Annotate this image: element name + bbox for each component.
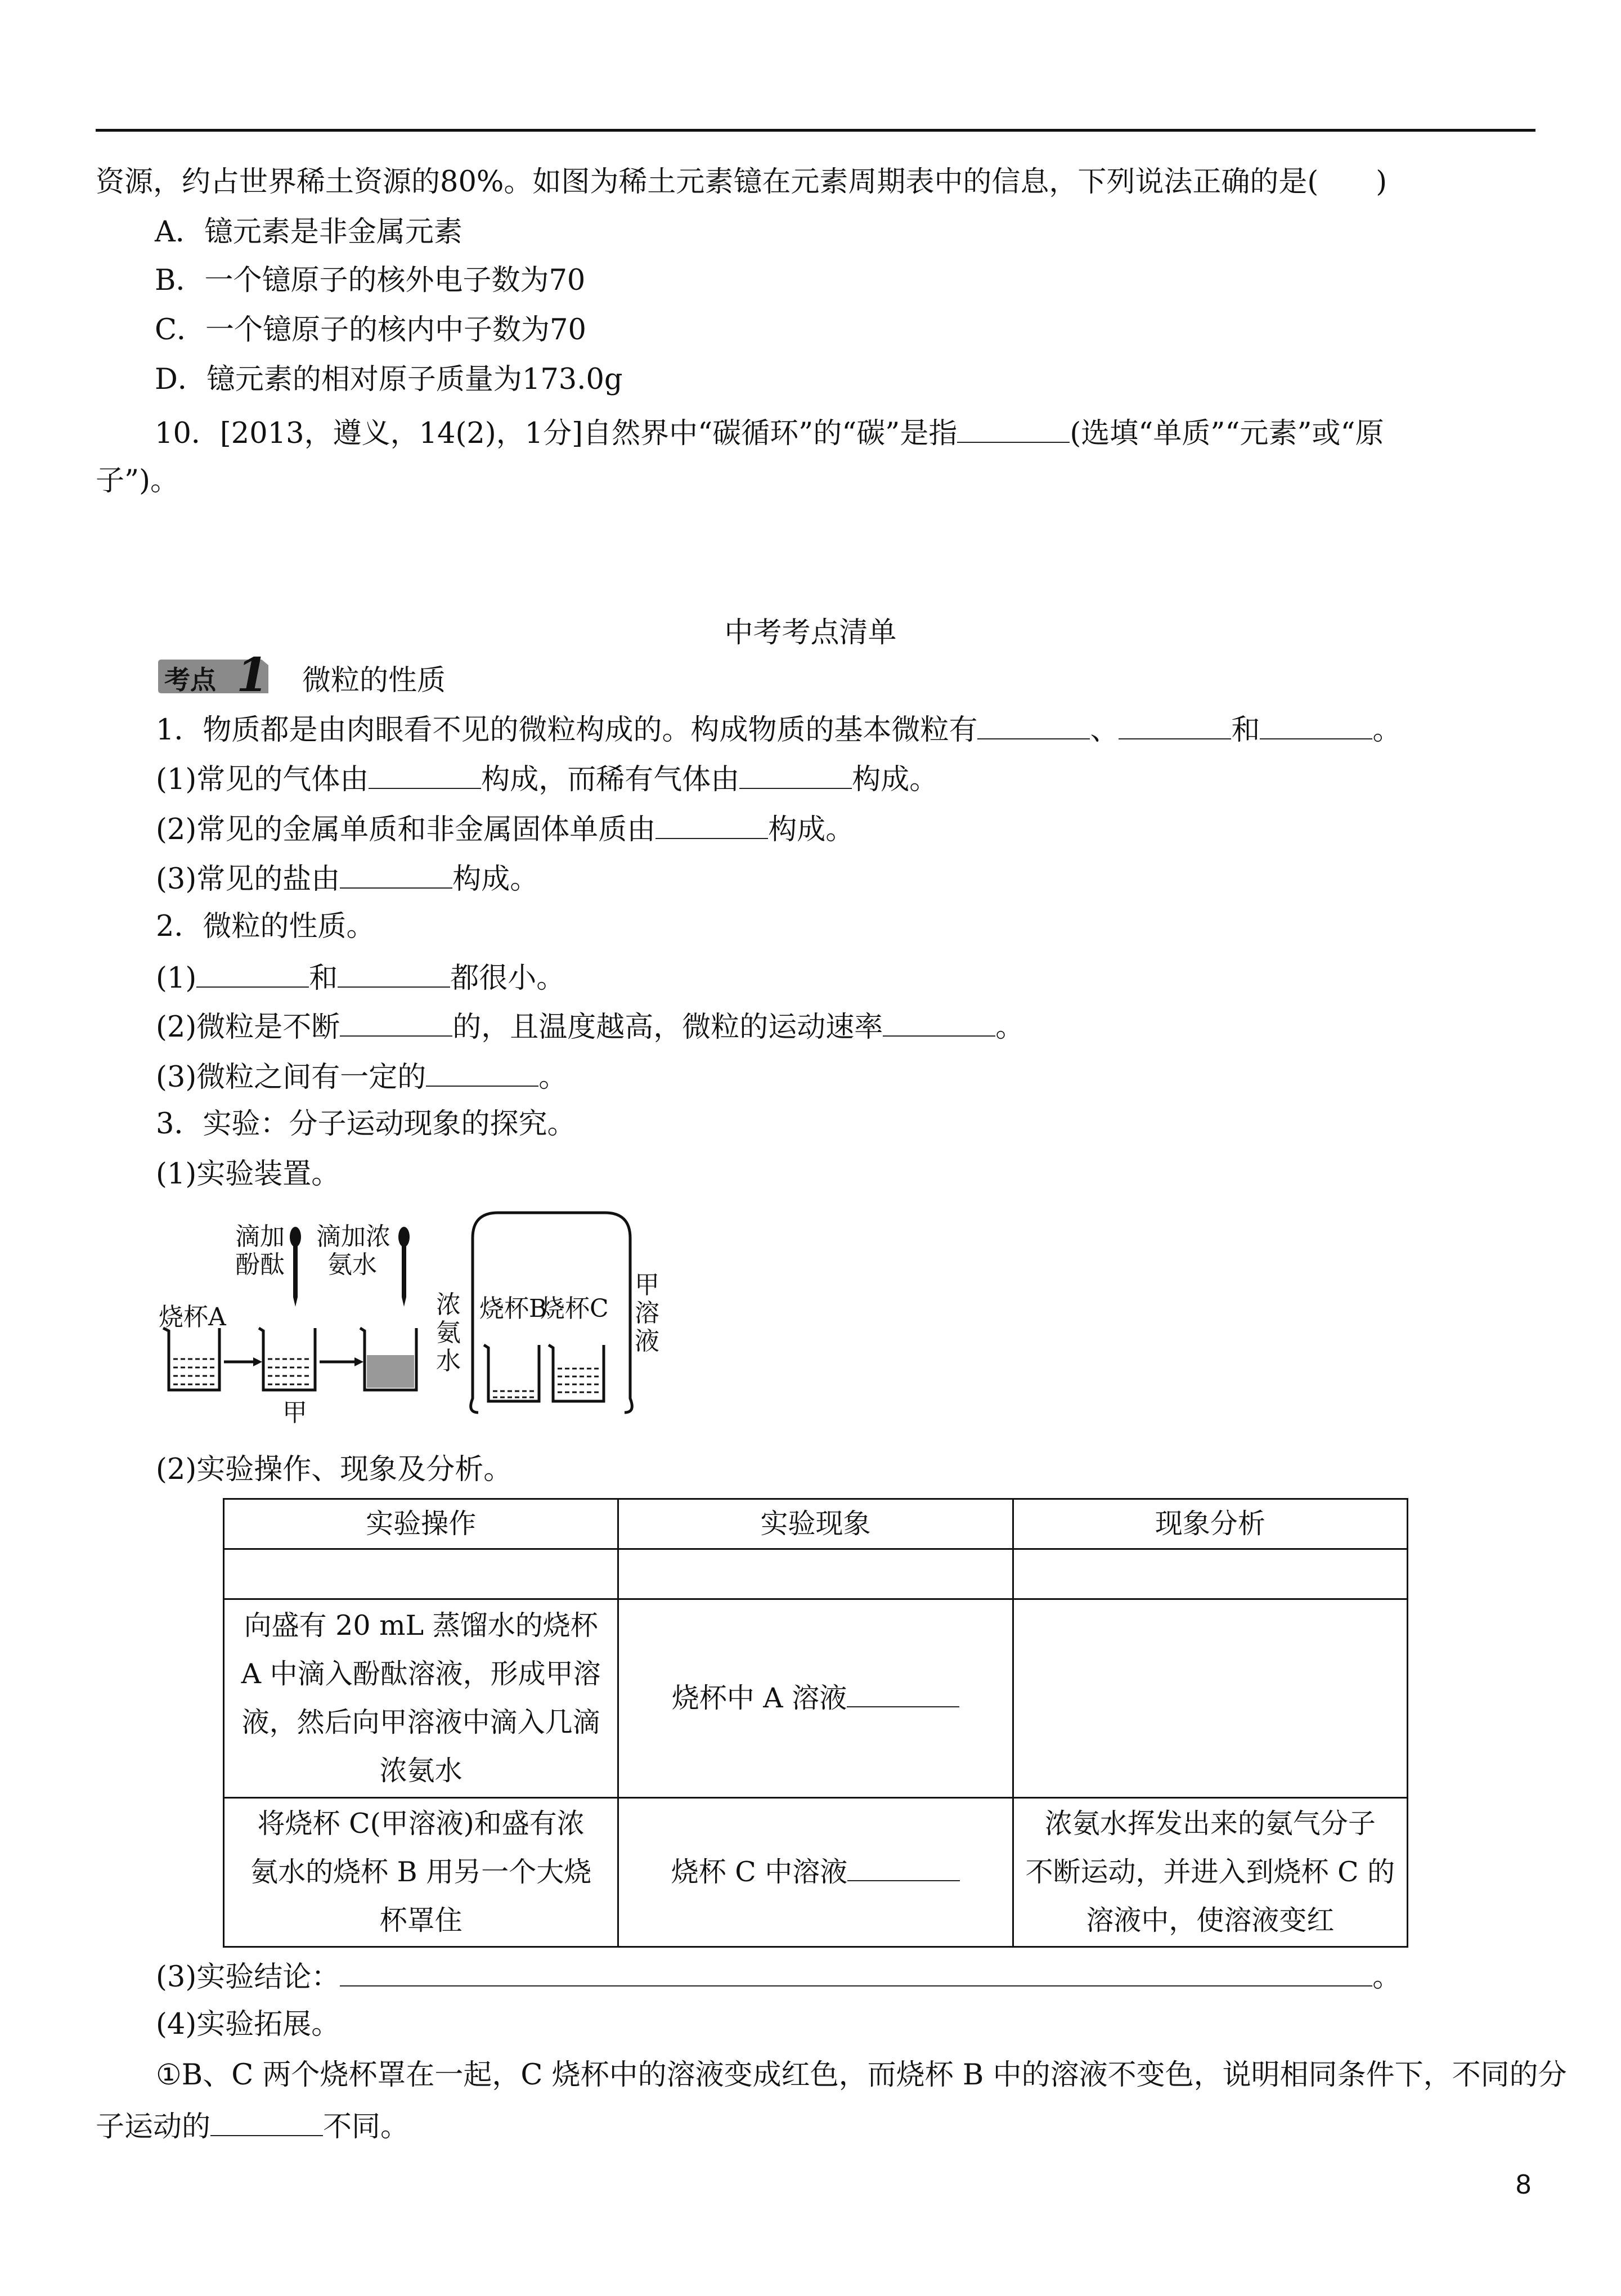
label-conc-ammonia-3: 水 xyxy=(436,1347,461,1375)
q9-stem: 资源，约占世界稀土资源的80%。如图为稀土元素镱在元素周期表中的信息，下列说法正确的是( ) xyxy=(96,165,1387,199)
point-2-3: (3)微粒之间有一定的 。 xyxy=(156,1057,567,1096)
answer-blank[interactable] xyxy=(655,810,768,839)
q10-line1 xyxy=(155,414,1384,452)
point-3: 3．实验：分子运动现象的探究。 xyxy=(156,1107,576,1141)
header-analysis: 现象分析 xyxy=(1013,1499,1407,1549)
point-1-3: (3)常见的盐由 构成。 xyxy=(156,859,538,898)
point-3-4-1-cont: 子运动的 不同。 xyxy=(96,2107,409,2145)
analysis-cell: 浓氨水挥发出来的氨气分子 不断运动，并进入到烧杯 C 的 溶液中，使溶液变红 xyxy=(1013,1798,1407,1947)
label-drip-phenolphthalein-2: 酚酞 xyxy=(235,1250,285,1279)
beaker-b xyxy=(484,1345,539,1401)
q10-line2: 子”)。 xyxy=(96,464,179,497)
answer-blank[interactable] xyxy=(196,958,309,988)
point-3-4-1: ①B、C 两个烧杯罩在一起，C 烧杯中的溶液变成红色，而烧杯 B 中的溶液不变色，说明相同条件下，不同的分 xyxy=(156,2059,1567,2092)
kaodian-number: 1 xyxy=(236,648,269,702)
point-1: 1．物质都是由肉眼看不见的微粒构成的。构成物质的基本微粒有 、 和 。 xyxy=(156,710,1402,748)
answer-blank[interactable] xyxy=(957,414,1070,443)
label-conc-ammonia-2: 氨 xyxy=(436,1319,461,1347)
label-beaker-b: 烧杯B xyxy=(479,1294,547,1323)
table-row xyxy=(224,1549,1408,1599)
answer-blank[interactable] xyxy=(977,710,1090,739)
label-beaker-a: 烧杯A xyxy=(159,1303,226,1331)
answer-blank[interactable] xyxy=(210,2107,323,2136)
header-phenomenon: 实验现象 xyxy=(618,1499,1013,1549)
kaodian-title: 微粒的性质 xyxy=(302,664,446,697)
q9-option-b: B．一个镱原子的核外电子数为70 xyxy=(155,264,586,297)
answer-blank[interactable] xyxy=(739,760,852,789)
experiment-table xyxy=(223,1498,1408,1948)
label-conc-ammonia: 浓 xyxy=(436,1290,461,1319)
label-jia-solution: 甲 xyxy=(635,1271,659,1299)
answer-blank[interactable] xyxy=(340,859,452,889)
header-operation: 实验操作 xyxy=(224,1499,618,1549)
label-jia: 甲 xyxy=(282,1398,307,1427)
operation-cell: 向盛有 20 mL 蒸馏水的烧杯 A 中滴入酚酞溶液，形成甲溶 液，然后向甲溶液中滴入几滴 浓氨水 xyxy=(224,1599,618,1798)
q9-option-a: A．镱元素是非金属元素 xyxy=(155,216,462,249)
answer-blank[interactable] xyxy=(369,760,481,789)
point-1-1: (1)常见的气体由 构成，而稀有气体由 构成。 xyxy=(156,760,938,798)
phenomenon-cell: 烧杯中 A 溶液 xyxy=(618,1599,1013,1798)
label-drip-ammonia-2: 氨水 xyxy=(327,1250,377,1279)
q10-choices: (选填“单质”“元素”或“原 xyxy=(1070,417,1384,450)
label-jia-solution-2: 溶 xyxy=(635,1299,659,1328)
header-rule xyxy=(96,129,1535,132)
page-number: 8 xyxy=(1516,2169,1532,2200)
q10-stem: 10．[2013，遵义，14(2)，1分]自然界中“碳循环”的“碳”是指 xyxy=(155,417,958,450)
kaodian-label: 考点 xyxy=(164,665,216,695)
q9-option-c: C．一个镱原子的核内中子数为70 xyxy=(155,313,586,347)
answer-blank[interactable] xyxy=(426,1057,538,1087)
table-header-row xyxy=(224,1499,1408,1549)
point-3-1: (1)实验装置。 xyxy=(156,1158,340,1191)
answer-blank[interactable] xyxy=(340,1957,1372,1986)
table-row xyxy=(224,1599,1408,1798)
point-2-2: (2)微粒是不断 的，且温度越高，微粒的运动速率 。 xyxy=(156,1007,1024,1046)
label-drip-ammonia: 滴加浓 xyxy=(316,1222,390,1251)
answer-blank[interactable] xyxy=(883,1007,995,1037)
point-3-4: (4)实验拓展。 xyxy=(156,2008,340,2041)
answer-blank[interactable] xyxy=(340,1007,452,1037)
label-jia-solution-3: 液 xyxy=(635,1327,659,1356)
answer-blank[interactable] xyxy=(1260,710,1372,739)
experiment-apparatus-figure xyxy=(152,1210,675,1441)
phenomenon-cell: 烧杯 C 中溶液 xyxy=(618,1798,1013,1947)
operation-cell: 将烧杯 C(甲溶液)和盛有浓 氨水的烧杯 B 用另一个大烧 杯罩住 xyxy=(224,1798,618,1947)
answer-blank[interactable] xyxy=(1119,710,1231,739)
answer-blank[interactable] xyxy=(847,1852,960,1881)
answer-blank[interactable] xyxy=(338,958,450,988)
table-row xyxy=(224,1798,1408,1947)
analysis-cell xyxy=(1013,1599,1407,1798)
point-1-2: (2)常见的金属单质和非金属固体单质由 构成。 xyxy=(156,810,854,848)
point-2: 2．微粒的性质。 xyxy=(156,910,375,943)
label-drip-phenolphthalein: 滴加 xyxy=(235,1222,285,1251)
point-3-3: (3)实验结论： 。 xyxy=(156,1957,1401,1995)
point-2-1: (1) 和 都很小。 xyxy=(156,958,565,997)
point-3-2: (2)实验操作、现象及分析。 xyxy=(156,1453,513,1486)
label-beaker-c: 烧杯C xyxy=(540,1294,609,1323)
answer-blank[interactable] xyxy=(847,1678,959,1707)
section-title: 中考考点清单 xyxy=(724,616,897,649)
q9-option-d: D．镱元素的相对原子质量为173.0g xyxy=(155,363,623,396)
